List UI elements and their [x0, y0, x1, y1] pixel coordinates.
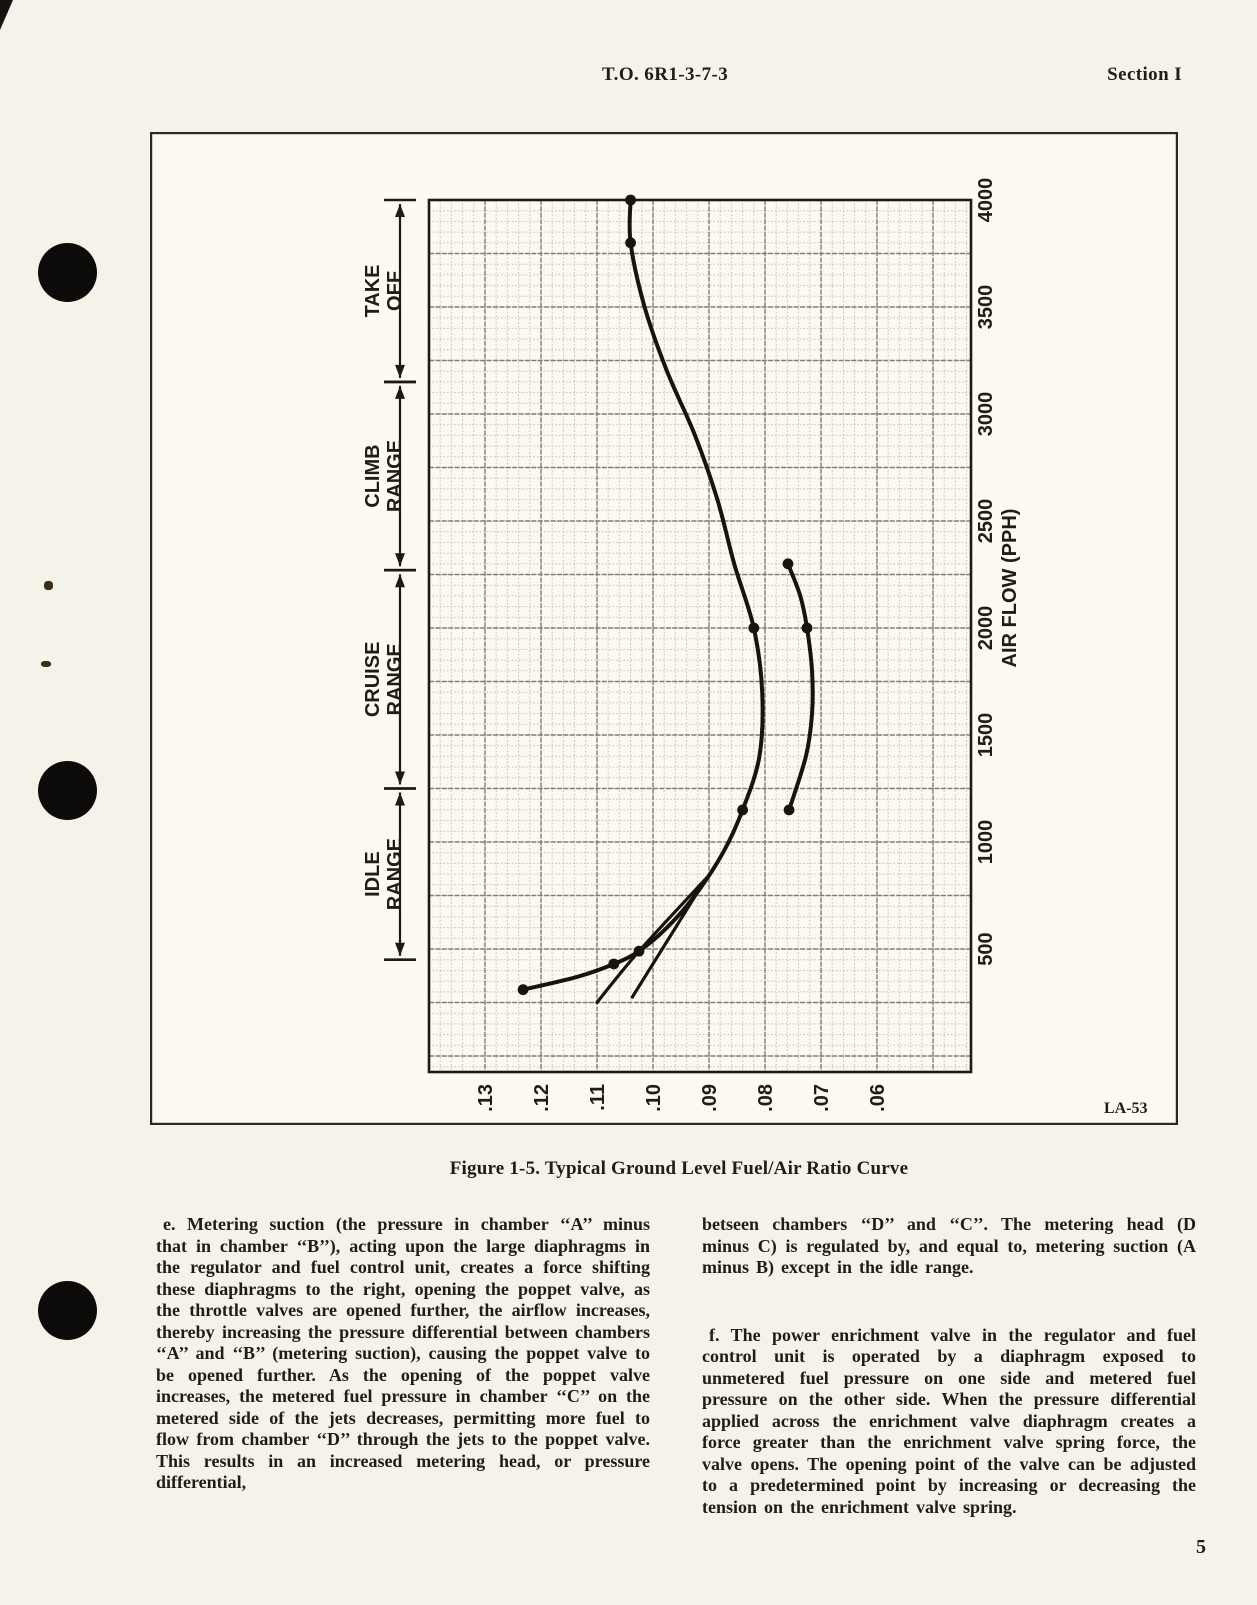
airflow-tick-label: 2500: [975, 498, 997, 544]
airflow-tick-label: 500: [975, 932, 997, 966]
paragraph-e: e. Metering suction (the pressure in chamber ‘‘A’’ minus that in chamber ‘‘B’’), acting upon the large diaphragms in the regulator and fuel control unit, creates a force shifting these diaphragms to the right, opening the poppet valve, as the throttle valves are opened further, the airflow increases, thereby increasing the pressure differential between chambers ‘‘A’’ and ‘‘B’’ (metering suction), causing the poppet valve to be opened further. As the opening of the poppet valve increases, the metered fuel pressure in chamber ‘‘C’’ on the metered side of the jets decreases, permitting more fuel to flow from chamber ‘‘D’’ through the jets to the poppet valve. This results in an increased metering head, or pressure differential,: [156, 1214, 650, 1492]
technical-order-number: T.O. 6R1-3-7-3: [602, 64, 729, 85]
scan-speck-1: [44, 581, 53, 590]
scan-speck-2: [41, 661, 51, 667]
ratio-tick-label: .12: [531, 1084, 553, 1112]
range-label: RANGE: [384, 439, 406, 513]
punch-hole-bottom: [38, 1281, 97, 1340]
section-label: Section I: [1107, 64, 1182, 85]
ratio-tick-label: .07: [811, 1084, 833, 1112]
data-point-fuel-air-ratio-curve: [625, 237, 636, 248]
airflow-tick-label: 3500: [975, 284, 997, 330]
punch-hole-middle: [38, 761, 97, 820]
range-label: RANGE: [384, 643, 406, 716]
page-number: 5: [1196, 1536, 1206, 1558]
data-point-fuel-air-ratio-curve: [625, 195, 636, 206]
ratio-tick-label: .10: [643, 1084, 665, 1112]
scan-corner-mark: [0, 0, 13, 30]
body-left-column: [156, 1214, 650, 1494]
paragraph-e-continued: betseen chambers ‘‘D’’ and ‘‘C’’. The metering head (D minus C) is regulated by, and equal to, metering suction (A minus B) except in the idle range.: [702, 1214, 1196, 1277]
data-point-fuel-air-ratio-curve: [737, 805, 748, 816]
range-label: CLIMB: [362, 444, 384, 508]
airflow-tick-label: 3000: [975, 391, 997, 437]
ratio-tick-label: .11: [587, 1084, 609, 1111]
figure-credit: LA-53: [1104, 1100, 1148, 1117]
range-label: CRUISE: [362, 641, 384, 718]
data-point-fuel-air-ratio-curve: [748, 623, 759, 634]
range-label: TAKE: [362, 264, 384, 318]
airflow-tick-label: 1500: [975, 712, 997, 758]
ratio-tick-label: .06: [867, 1084, 889, 1112]
data-point-fuel-air-ratio-curve: [608, 959, 619, 970]
airflow-axis-title: AIR FLOW (PPH): [999, 508, 1021, 668]
data-point-derichment-curve: [783, 558, 794, 569]
data-point-derichment-curve: [802, 623, 813, 634]
range-label: OFF: [384, 270, 406, 311]
data-point-derichment-curve: [784, 805, 795, 816]
paragraph-f: f. The power enrichment valve in the regulator and fuel control unit is operated by a diaphragm exposed to unmetered fuel pressure on one side and metered fuel pressure on the other side. When the pressure differential applied across the enrichment valve diaphragm creates a force greater than the enrichment valve spring force, the valve opens. The opening point of the valve can be adjusted to a predetermined point by increasing or decreasing the tension on the enrichment valve spring.: [702, 1324, 1196, 1517]
body-right-column: [702, 1214, 1196, 1518]
ratio-tick-label: .08: [755, 1084, 777, 1112]
punch-hole-top: [38, 243, 97, 302]
range-label: IDLE: [362, 851, 384, 897]
data-point-fuel-air-ratio-curve: [518, 984, 529, 995]
airflow-tick-label: 2000: [975, 605, 997, 651]
ratio-tick-label: .09: [699, 1084, 721, 1112]
figure-chart-svg: [150, 132, 1178, 1125]
airflow-tick-label: 4000: [975, 177, 997, 223]
figure-caption: Figure 1-5. Typical Ground Level Fuel/Air Ratio Curve: [449, 1158, 909, 1179]
ratio-tick-label: .13: [475, 1084, 497, 1112]
airflow-tick-label: 1000: [975, 819, 997, 865]
range-label: RANGE: [384, 837, 406, 911]
